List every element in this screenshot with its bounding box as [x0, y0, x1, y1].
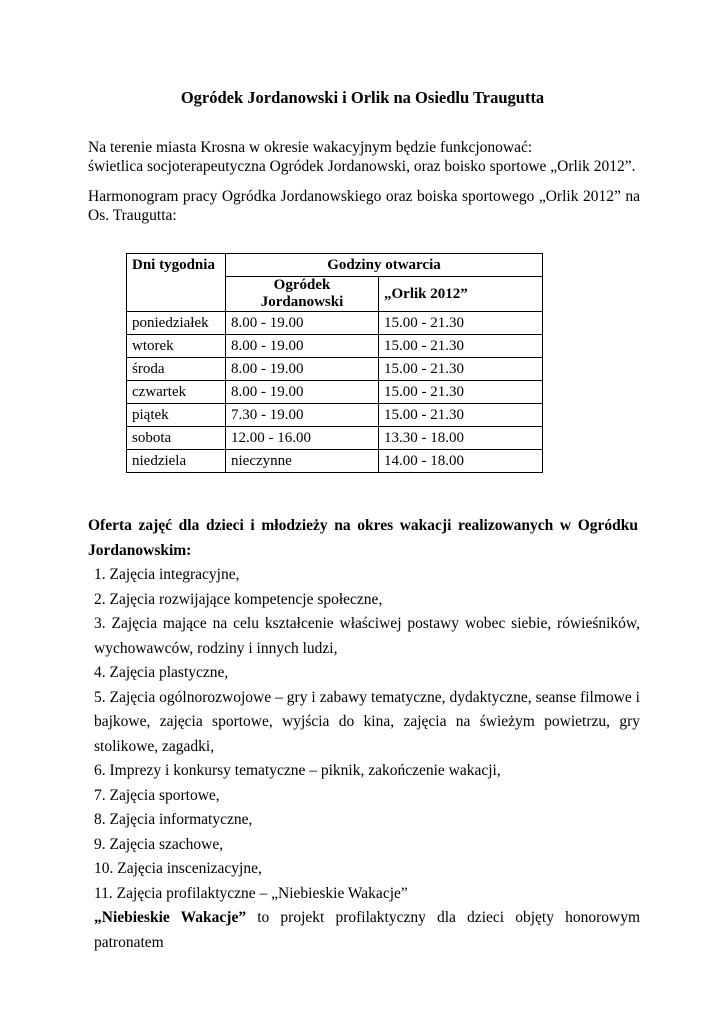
table-row: [127, 312, 543, 335]
cell-garden-hours: 8.00 - 19.00: [226, 358, 379, 381]
offer-heading: [88, 513, 638, 563]
list-item: 7. Zajęcia sportowe,: [94, 786, 220, 804]
cell-orlik-hours: 13.30 - 18.00: [379, 427, 543, 450]
cell-orlik-hours: 15.00 - 21.30: [379, 404, 543, 427]
intro-line-1: Na terenie miasta Krosna w okresie wakacyjnym będzie funkcjonować:: [88, 139, 533, 156]
list-item: 10. Zajęcia inscenizacyjne,: [94, 860, 262, 877]
offer-list: [94, 563, 640, 955]
offer-heading-line-2: Jordanowskim:: [88, 542, 192, 559]
cell-day: wtorek: [127, 335, 226, 358]
document-title: Ogródek Jordanowski i Orlik na Osiedlu Traugutta: [180, 88, 545, 107]
cell-garden-hours: nieczynne: [226, 450, 379, 473]
header-garden: Ogródek Jordanowski: [226, 277, 379, 312]
header-opening-hours: Godziny otwarcia: [226, 254, 543, 277]
cell-day: piątek: [127, 404, 226, 427]
cell-day: czwartek: [127, 381, 226, 404]
list-item: 6. Imprezy i konkursy tematyczne – piknik, zakończenie wakacji,: [94, 762, 501, 779]
offer-heading-line-1: Oferta zajęć dla dzieci i młodzieży na okres wakacji realizowanych w Ogródku: [88, 517, 638, 534]
cell-orlik-hours: 15.00 - 21.30: [379, 335, 543, 358]
list-item: 2. Zajęcia rozwijające kompetencje społeczne,: [94, 590, 383, 608]
list-item: 9. Zajęcia szachowe,: [94, 835, 224, 853]
header-days: Dni tygodnia: [127, 254, 226, 312]
table-header-row: [127, 254, 543, 277]
table-row: [127, 450, 543, 473]
table-row: [127, 335, 543, 358]
cell-orlik-hours: 15.00 - 21.30: [379, 312, 543, 335]
footer-text: to projekt profilaktyczny dla dzieci objęty honorowym patronatem: [94, 909, 640, 951]
header-orlik: „Orlik 2012”: [379, 277, 543, 312]
cell-day: poniedziałek: [127, 312, 226, 335]
cell-garden-hours: 8.00 - 19.00: [226, 312, 379, 335]
cell-garden-hours: 8.00 - 19.00: [226, 381, 379, 404]
cell-orlik-hours: 15.00 - 21.30: [379, 381, 543, 404]
cell-orlik-hours: 15.00 - 21.30: [379, 358, 543, 381]
list-item: 3. Zajęcia mające na celu kształcenie właściwej postawy wobec siebie, rówieśników, wychowawców, rodziny i innych ludzi,: [94, 615, 640, 657]
table-row: [127, 427, 543, 450]
table-row: [127, 358, 543, 381]
intro-line-2: świetlica socjoterapeutyczna Ogródek Jordanowski, oraz boisko sportowe „Orlik 2012”.: [88, 158, 636, 175]
intro-paragraph: [88, 138, 640, 176]
opening-hours-table: [126, 253, 543, 473]
cell-garden-hours: 7.30 - 19.00: [226, 404, 379, 427]
footer-paragraph: [94, 906, 640, 955]
cell-orlik-hours: 14.00 - 18.00: [379, 450, 543, 473]
cell-day: sobota: [127, 427, 226, 450]
cell-day: niedziela: [127, 450, 226, 473]
cell-day: środa: [127, 358, 226, 381]
table-row: [127, 381, 543, 404]
list-item: 1. Zajęcia integracyjne,: [94, 566, 240, 583]
schedule-intro: Harmonogram pracy Ogródka Jordanowskiego oraz boiska sportowego „Orlik 2012” na Os. Traugutta:: [88, 188, 640, 224]
table-row: [127, 404, 543, 427]
cell-garden-hours: 12.00 - 16.00: [226, 427, 379, 450]
list-item: 11. Zajęcia profilaktyczne – „Niebieskie Wakacje”: [94, 884, 408, 902]
list-item: 4. Zajęcia plastyczne,: [94, 664, 229, 681]
list-item: 8. Zajęcia informatyczne,: [94, 811, 253, 828]
cell-garden-hours: 8.00 - 19.00: [226, 335, 379, 358]
footer-bold-term: „Niebieskie Wakacje”: [94, 909, 247, 926]
list-item: 5. Zajęcia ogólnorozwojowe – gry i zabawy tematyczne, dydaktyczne, seanse filmowe i bajkowe, zajęcia sportowe, wyjścia do kina, zajęcia na świeżym powietrzu, gry stolikowe, zagadki,: [94, 688, 640, 755]
